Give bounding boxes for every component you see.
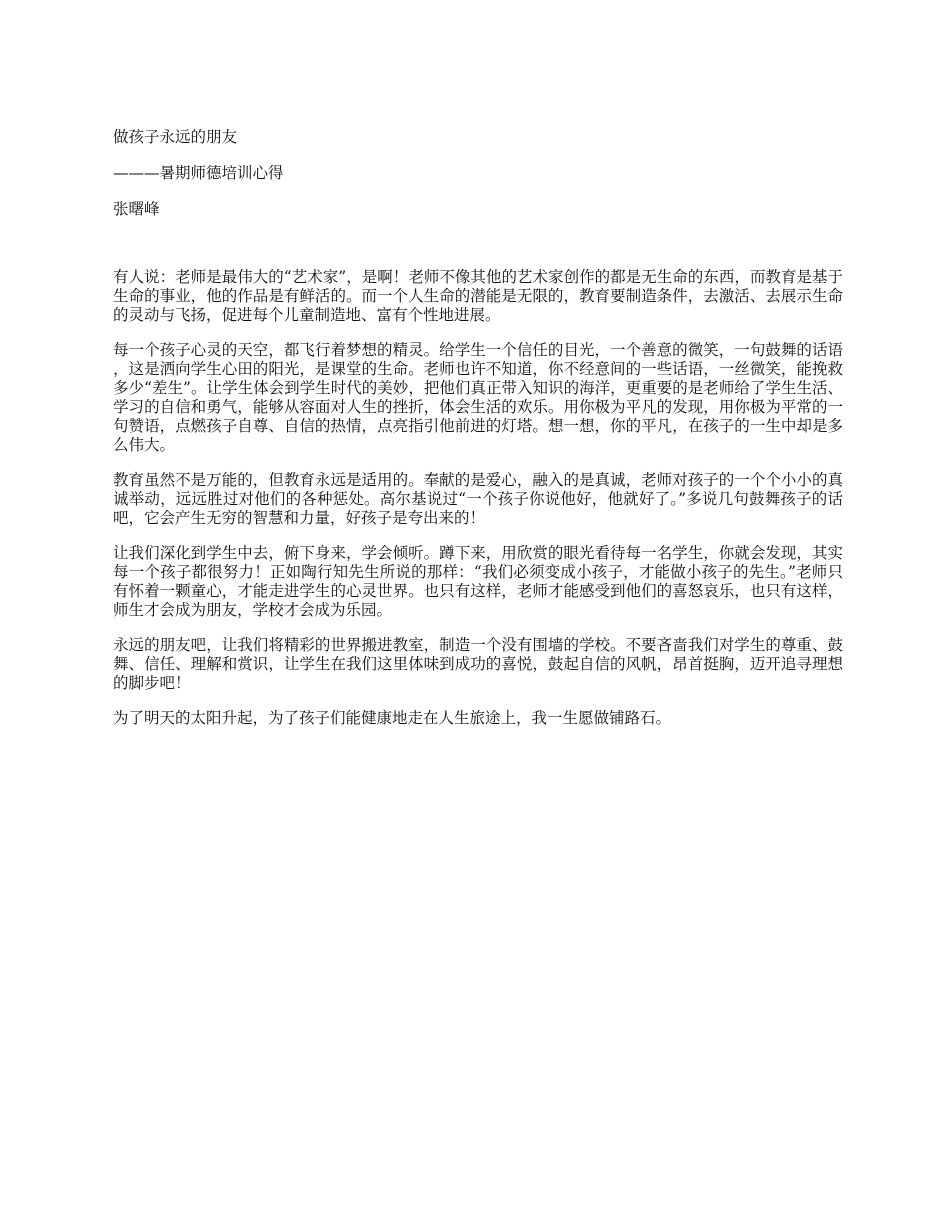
- document-subtitle: ———暑期师德培训心得: [113, 164, 284, 182]
- paragraph-5: 永远的朋友吧，让我们将精彩的世界搬进教室，制造一个没有围墙的学校。不要吝啬我们对学生的尊重、鼓舞、信任、理解和赏识，让学生在我们这里体味到成功的喜悦，鼓起自信的风帆，昂首挺胸，迈开追寻理想的脚步吧！: [113, 636, 843, 692]
- paragraph-4: 让我们深化到学生中去，俯下身来，学会倾听。蹲下来，用欣赏的眼光看待每一名学生，你就会发现，其实每一个孩子都很努力！正如陶行知先生所说的那样：“我们必须变成小孩子，才能做小孩子的先生。”老师只有怀着一颗童心，才能走进学生的心灵世界。也只有这样，老师才能感受到他们的喜怒哀乐，也只有这样，师生才会成为朋友，学校才会成为乐园。: [113, 544, 843, 619]
- paragraph-1: 有人说：老师是最伟大的“艺术家”，是啊！老师不像其他的艺术家创作的都是无生命的东西，而教育是基于生命的事业，他的作品是有鲜活的。而一个人生命的潜能是无限的，教育要制造条件，去激活、去展示生命的灵动与飞扬，促进每个儿童制造地、富有个性地进展。: [113, 268, 843, 324]
- paragraph-3: 教育虽然不是万能的，但教育永远是适用的。奉献的是爱心，融入的是真诚，老师对孩子的一个个小小的真诚举动，远远胜过对他们的各种惩处。高尔基说过“一个孩子你说他好，他就好了。”多说几句鼓舞孩子的话吧，它会产生无穷的智慧和力量，好孩子是夸出来的！: [113, 471, 843, 527]
- document-title: 做孩子永远的朋友: [113, 128, 238, 146]
- paragraph-6: 为了明天的太阳升起，为了孩子们能健康地走在人生旅途上，我一生愿做铺路石。: [113, 709, 672, 727]
- header-spacer: [113, 234, 843, 268]
- paragraph-2: 每一个孩子心灵的天空，都飞行着梦想的精灵。给学生一个信任的目光，一个善意的微笑，一句鼓舞的话语，这是洒向学生心田的阳光，是课堂的生命。老师也许不知道，你不经意间的一些话语，一丝微笑，能挽救多少“差生”。让学生体会到学生时代的美妙，把他们真正带入知识的海洋，更重要的是老师给了学生生活、学习的自信和勇气，能够从容面对人生的挫折，体会生活的欢乐。用你极为平凡的发现，用你极为平常的一句赞语，点燃孩子自尊、自信的热情，点亮指引他前进的灯塔。想一想，你的平凡，在孩子的一生中却是多么伟大。: [113, 341, 843, 454]
- document-content: [113, 126, 843, 744]
- document-author: 张曙峰: [113, 200, 160, 218]
